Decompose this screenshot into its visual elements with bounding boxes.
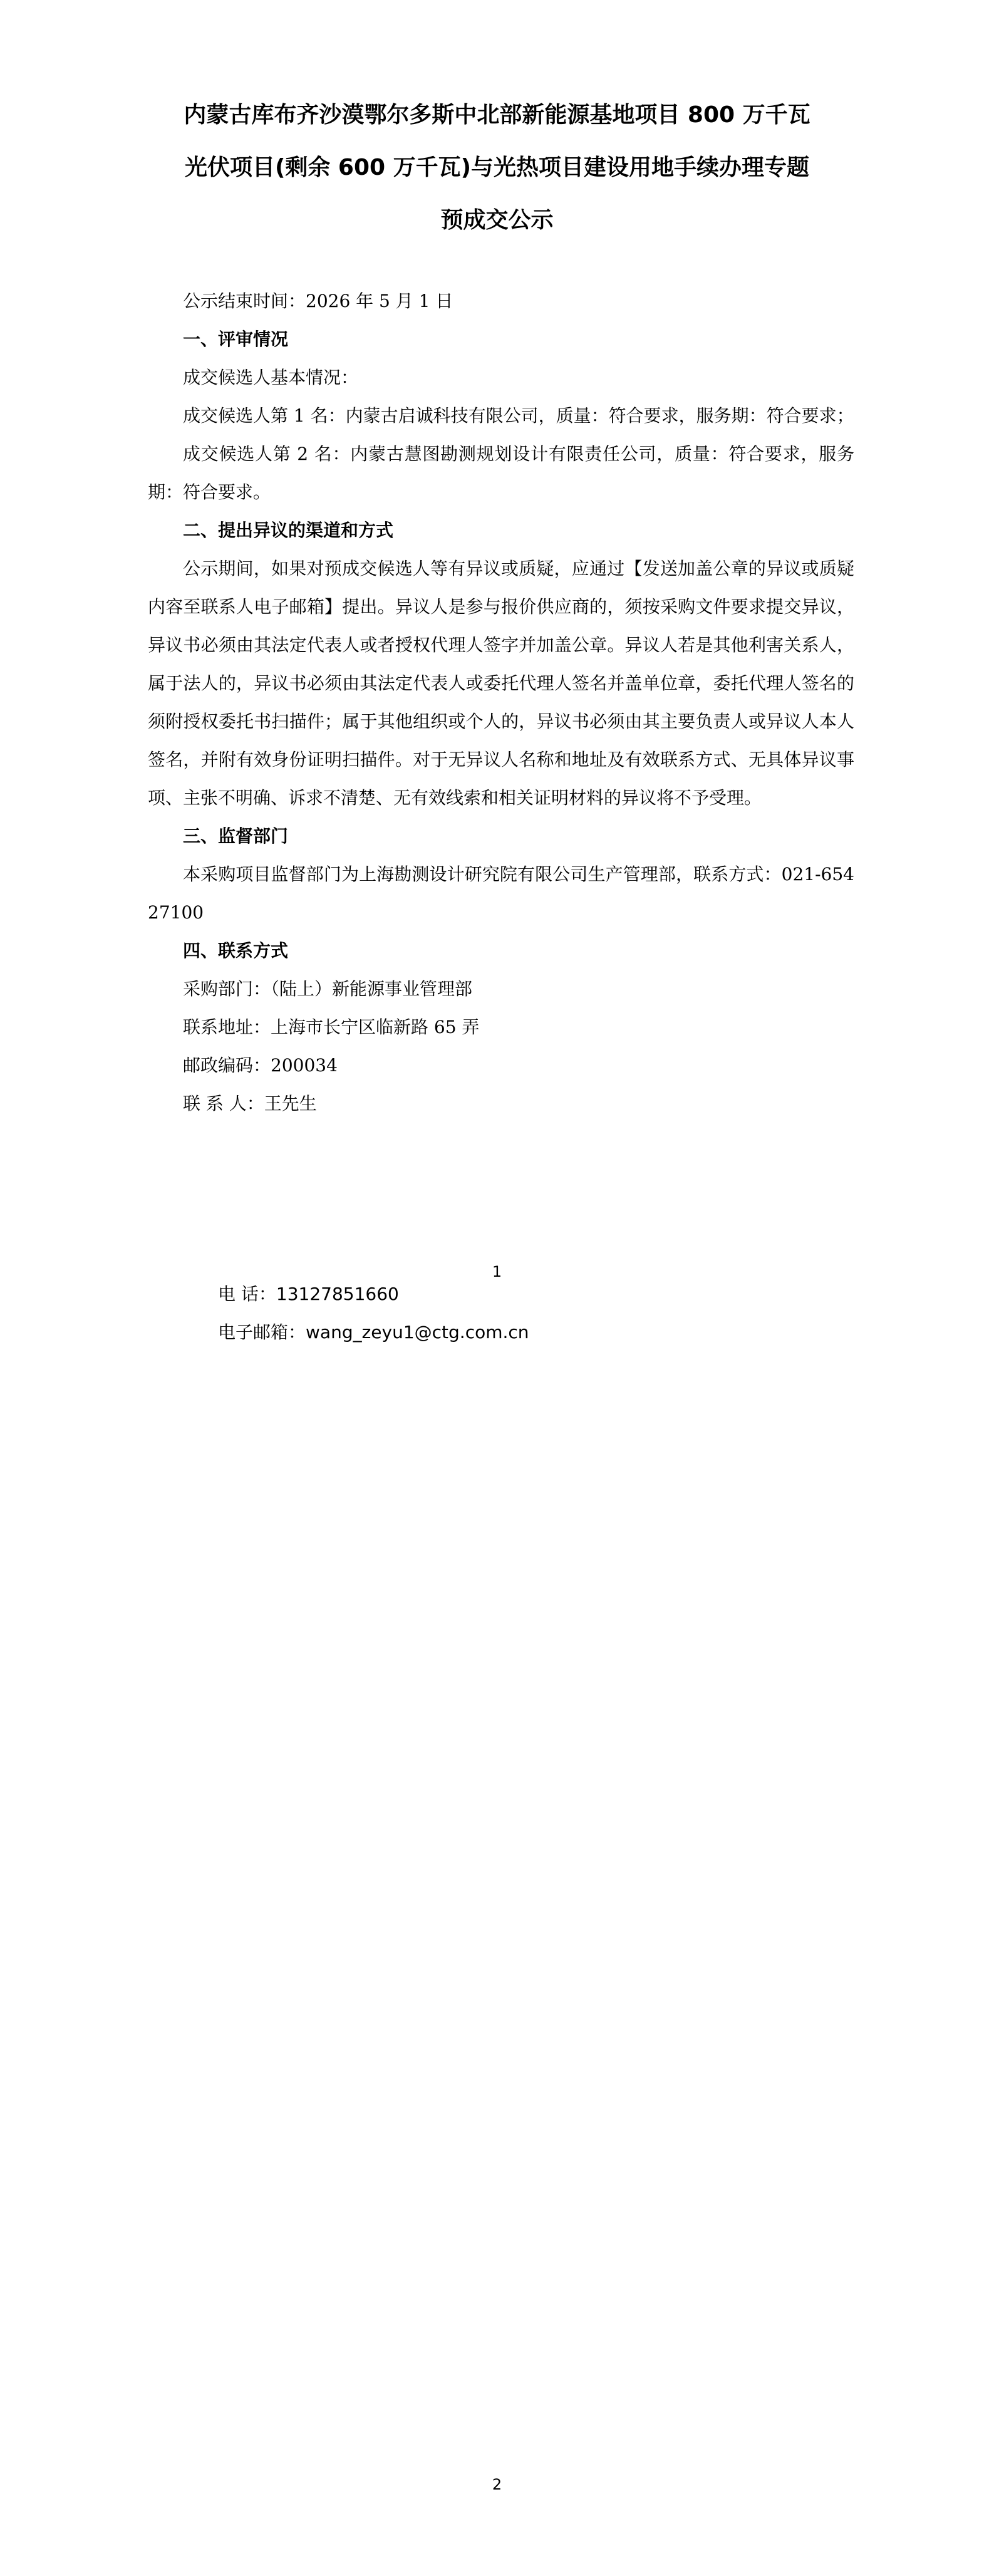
- section-heading-review: 一、评审情况: [183, 329, 289, 350]
- section-heading-supervision: 三、监督部门: [183, 826, 289, 846]
- contact-address: 联系地址：上海市长宁区临新路 65 弄: [183, 1017, 480, 1037]
- document-body: [148, 282, 854, 1123]
- contact-phone-label: 电 话：: [218, 1284, 276, 1304]
- candidate-second: 成交候选人第 2 名：内蒙古慧图勘测规划设计有限责任公司，质量：符合要求，服务期：符合要求。: [148, 444, 854, 502]
- document-title-line-3: 预成交公示: [440, 207, 554, 233]
- contact-person: 联 系 人：王先生: [183, 1093, 317, 1114]
- contact-email: wang_zeyu1@ctg.com.cn: [306, 1322, 529, 1343]
- contact-phone-line: [148, 1275, 854, 1313]
- document-title-line-1: 内蒙古库布齐沙漠鄂尔多斯中北部新能源基地项目 800 万千瓦: [184, 102, 810, 128]
- contact-postcode: 邮政编码：200034: [183, 1055, 338, 1076]
- contact-email-line: [148, 1313, 854, 1351]
- document-title-line-2: 光伏项目(剩余 600 万千瓦)与光热项目建设用地手续办理专题: [184, 155, 810, 180]
- section-heading-objection: 二、提出异议的渠道和方式: [183, 520, 394, 541]
- contact-department: 采购部门：（陆上）新能源事业管理部: [183, 979, 473, 999]
- document-body-continued: [148, 1275, 854, 1351]
- section-heading-contact: 四、联系方式: [183, 940, 289, 961]
- page-number-2: 2: [492, 2476, 502, 2493]
- candidate-intro: 成交候选人基本情况：: [183, 367, 359, 388]
- notice-end-date: 公示结束时间：2026 年 5 月 1 日: [183, 291, 453, 311]
- objection-body: 公示期间，如果对预成交候选人等有异议或质疑，应通过【发送加盖公章的异议或质疑内容至联系人电子邮箱】提出。异议人是参与报价供应商的，须按采购文件要求提交异议，异议书必须由其法定代表人或者授权代理人签字并加盖公章。异议人若是其他利害关系人，属于法人的，异议书必须由其法定代表人或委托代理人签名并盖单位章，委托代理人签名的须附授权委托书扫描件；属于其他组织或个人的，异议书必须由其主要负责人或异议人本人签名，并附有效身份证明扫描件。对于无异议人名称和地址及有效联系方式、无具体异议事项、主张不明确、诉求不清楚、无有效线索和相关证明材料的异议将不予受理。: [148, 558, 854, 808]
- contact-email-label: 电子邮箱：: [218, 1322, 306, 1343]
- page-number-1: 1: [492, 1263, 502, 1280]
- contact-phone: 13127851660: [276, 1284, 399, 1304]
- supervision-body: 本采购项目监督部门为上海勘测设计研究院有限公司生产管理部，联系方式：021-65427100: [148, 864, 854, 923]
- candidate-first: 成交候选人第 1 名：内蒙古启诚科技有限公司，质量：符合要求，服务期：符合要求；: [183, 405, 854, 426]
